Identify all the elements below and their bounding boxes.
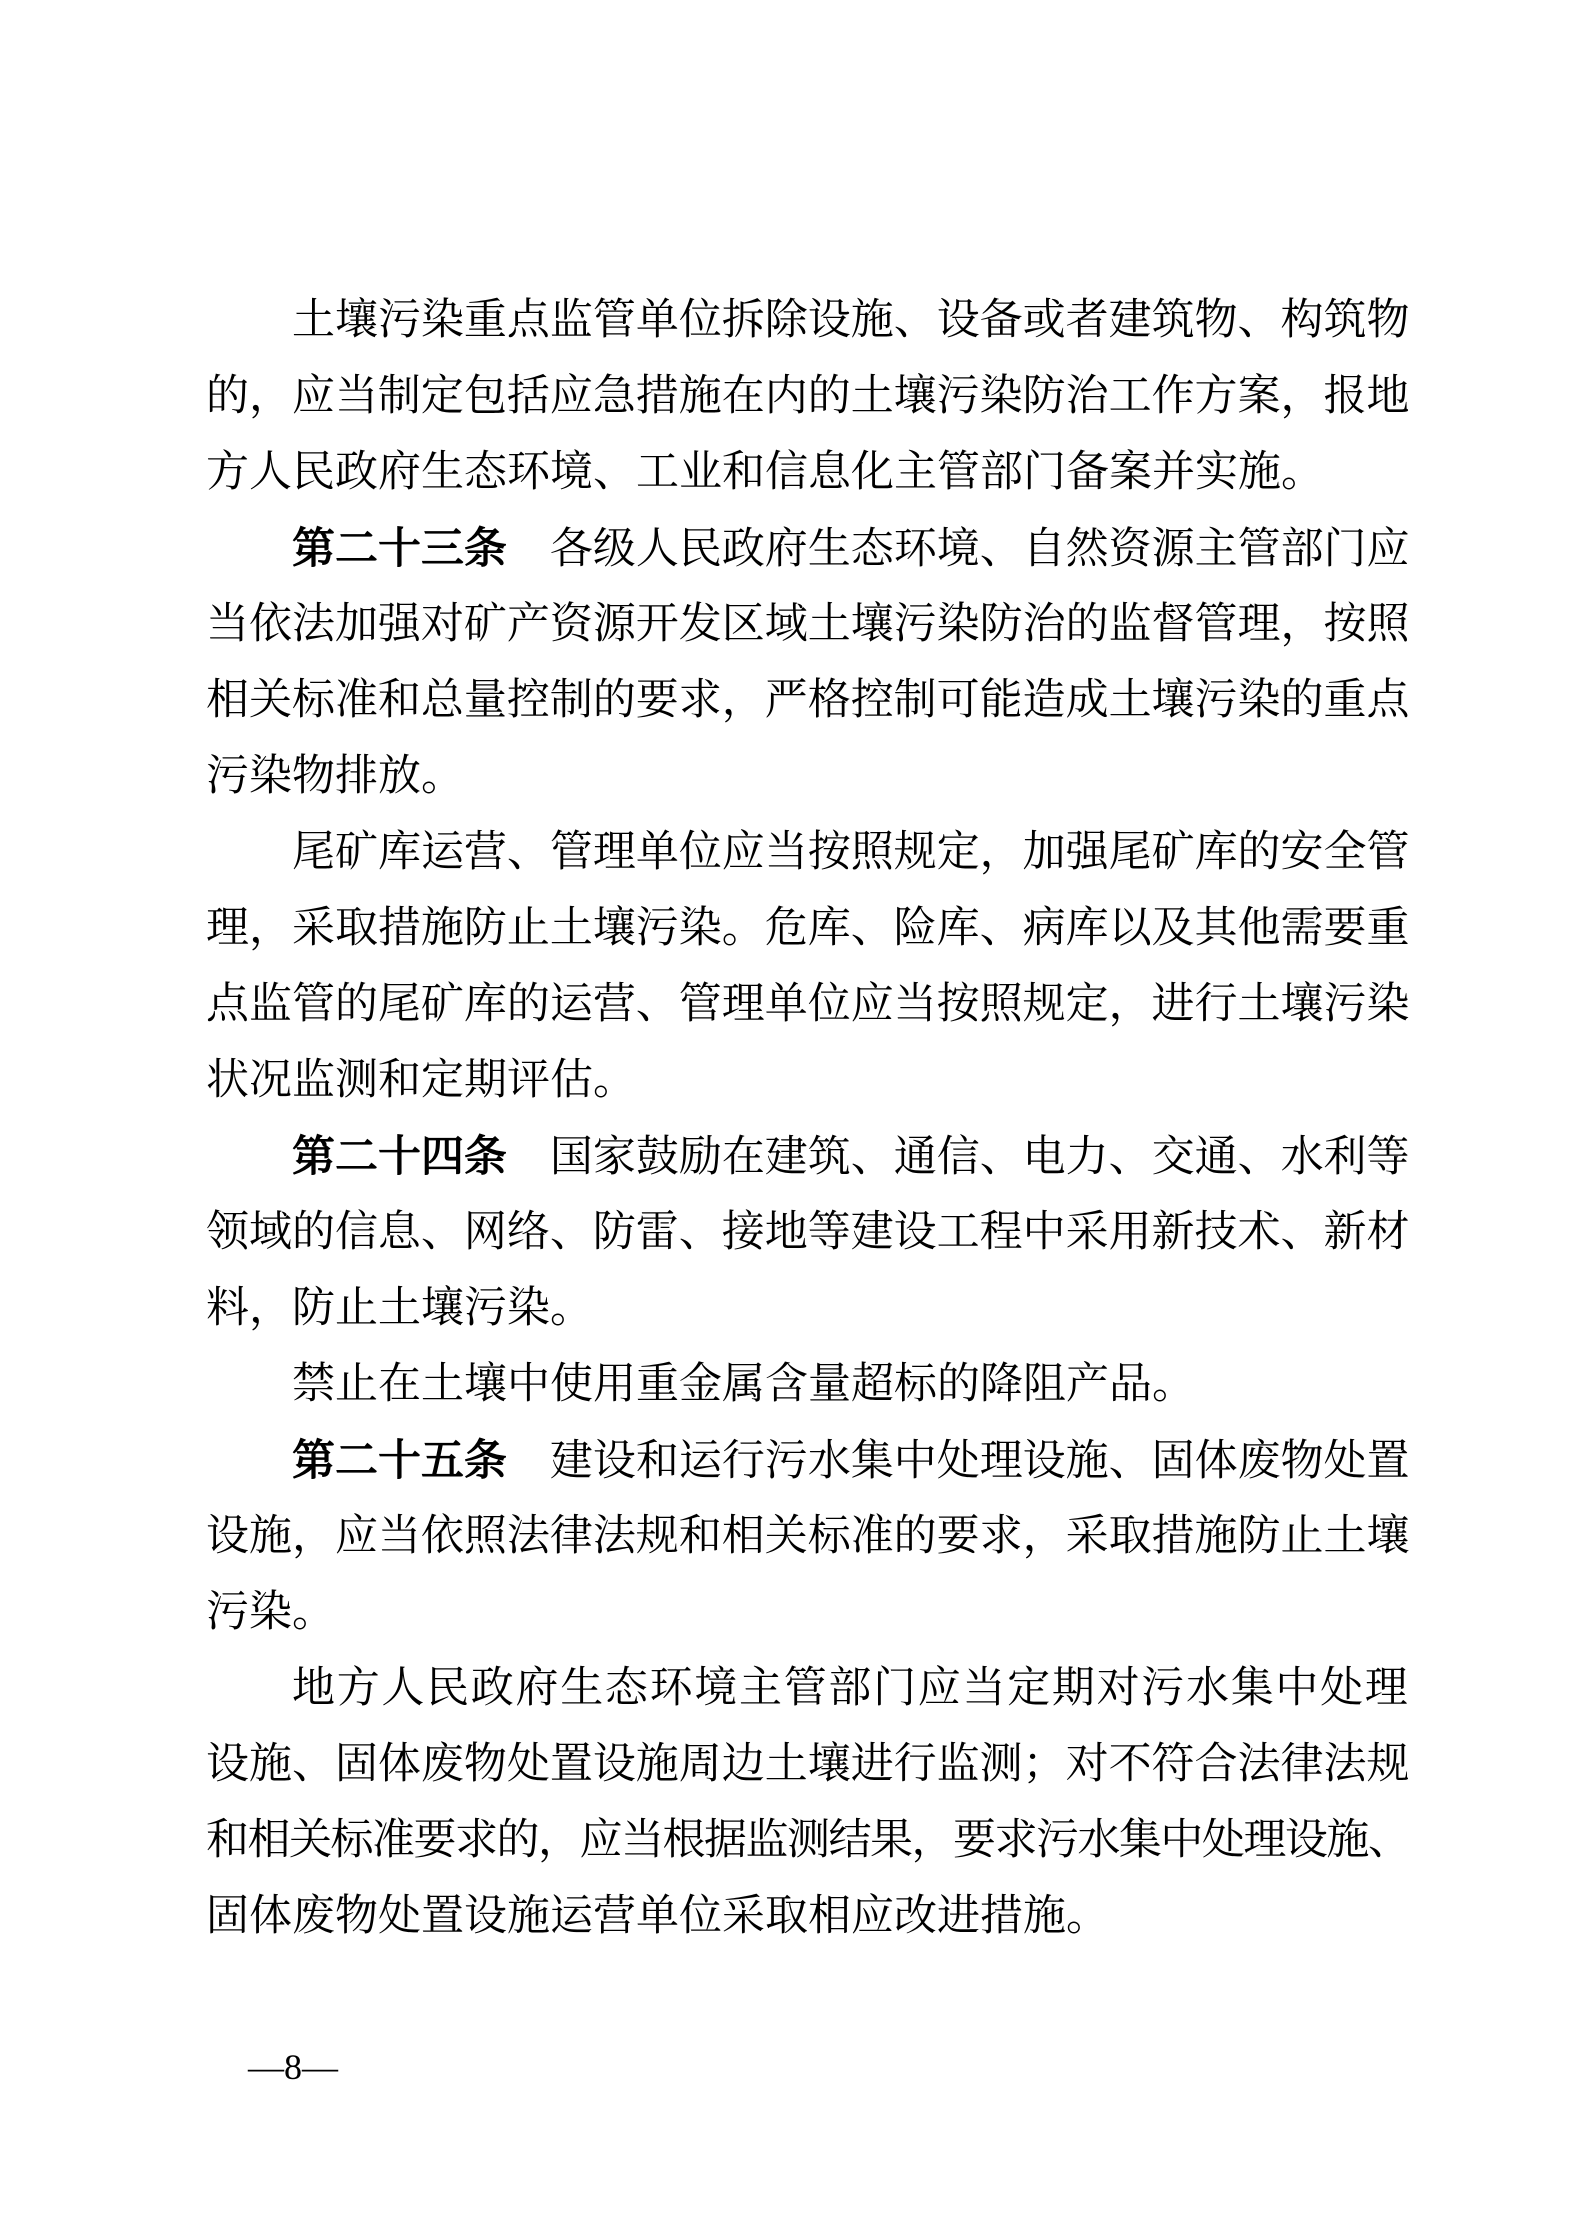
line-text: 地方人民政府生态环境主管部门应当定期对污水集中处理 [292,1665,1410,1712]
line-text: 当依法加强对矿产资源开发区域土壤污染防治的监督管理，按照 [206,601,1410,648]
term-gap [507,562,550,563]
text-line [206,359,1410,435]
line-text: 土壤污染重点监管单位拆除设施、设备或者建筑物、构筑物 [292,297,1410,344]
text-line [206,435,1410,511]
line-text: 固体废物处置设施运营单位采取相应改进措施。 [206,1893,1109,1940]
line-text: 和相关标准要求的，应当根据监测结果，要求污水集中处理设施、 [206,1817,1410,1864]
line-text: 污染。 [206,1589,335,1636]
article-number: 第二十四条 [292,1133,507,1181]
text-line [206,283,1410,359]
line-text: 相关标准和总量控制的要求，严格控制可能造成土壤污染的重点 [206,677,1410,724]
text-line [206,1803,1410,1879]
line-text: 设施、固体废物处置设施周边土壤进行监测；对不符合法律法规 [206,1741,1410,1788]
term-gap [507,1474,550,1475]
text-line [206,891,1410,967]
line-text: 国家鼓励在建筑、通信、电力、交通、水利等 [549,1134,1410,1181]
text-line [206,967,1410,1043]
text-line [206,1879,1410,1955]
line-text: 理，采取措施防止土壤污染。危库、险库、病库以及其他需要重 [206,905,1410,952]
text-line [206,815,1410,891]
term-gap [507,1170,550,1171]
line-text: 禁止在土壤中使用重金属含量超标的降阻产品。 [292,1361,1195,1408]
text-line [206,1271,1410,1347]
line-text: 的，应当制定包括应急措施在内的土壤污染防治工作方案，报地 [206,373,1410,420]
line-text: 建设和运行污水集中处理设施、固体废物处置 [549,1438,1410,1485]
line-text: 尾矿库运营、管理单位应当按照规定，加强尾矿库的安全管 [292,829,1410,876]
document-body [206,283,1410,1955]
line-text: 污染物排放。 [206,753,464,800]
text-line [206,511,1410,587]
text-line [206,1043,1410,1119]
article-number: 第二十三条 [292,525,507,573]
article-number: 第二十五条 [292,1437,507,1485]
text-line [206,663,1410,739]
line-text: 状况监测和定期评估。 [206,1057,636,1104]
text-line [206,1423,1410,1499]
text-line [206,1195,1410,1271]
text-line [206,1499,1410,1575]
line-text: 点监管的尾矿库的运营、管理单位应当按照规定，进行土壤污染 [206,981,1410,1028]
text-line [206,739,1410,815]
text-line [206,1347,1410,1423]
text-line [206,1575,1410,1651]
line-text: 各级人民政府生态环境、自然资源主管部门应 [549,526,1410,573]
line-text: 料，防止土壤污染。 [206,1285,593,1332]
text-line [206,587,1410,663]
text-line [206,1651,1410,1727]
line-text: 设施，应当依照法律法规和相关标准的要求，采取措施防止土壤 [206,1513,1410,1560]
text-line [206,1119,1410,1195]
page-number: —8— [248,2047,338,2087]
line-text: 领域的信息、网络、防雷、接地等建设工程中采用新技术、新材 [206,1209,1410,1256]
line-text: 方人民政府生态环境、工业和信息化主管部门备案并实施。 [206,449,1324,496]
text-line [206,1727,1410,1803]
